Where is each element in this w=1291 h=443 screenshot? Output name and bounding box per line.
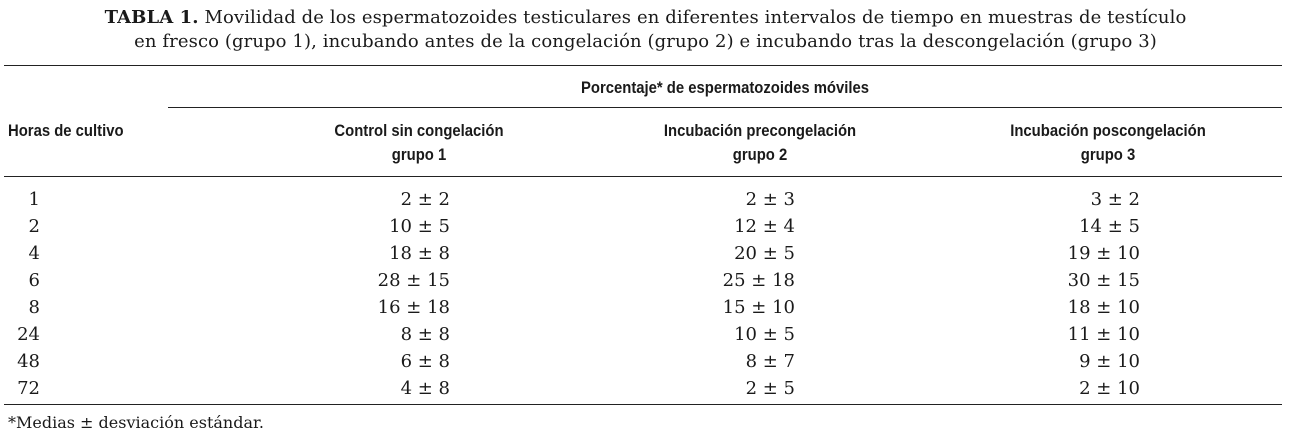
- table-body: [0, 186, 1291, 402]
- cell-hours: 4: [28, 243, 40, 264]
- cell-hours: 2: [28, 216, 40, 237]
- cell-group-2: 8 ± 7: [745, 351, 795, 372]
- cell-group-1: 10 ± 5: [389, 216, 450, 237]
- cell-group-1: 6 ± 8: [400, 351, 450, 372]
- cell-hours: 6: [28, 270, 40, 291]
- header-rule: [4, 176, 1282, 177]
- spanning-header: Porcentaje* de espermatozoides móviles: [580, 79, 870, 97]
- column-header-group-3-title: Incubación poscongelación: [1010, 122, 1206, 140]
- cell-hours: 24: [17, 324, 40, 345]
- cell-group-3: 30 ± 15: [1067, 270, 1140, 291]
- cell-group-1: 2 ± 2: [400, 189, 450, 210]
- table-row: [0, 240, 1291, 267]
- cell-group-3: 11 ± 10: [1067, 324, 1140, 345]
- cell-group-1: 16 ± 18: [377, 297, 450, 318]
- column-header-group-3: [960, 119, 1257, 167]
- table-row: [0, 348, 1291, 375]
- column-header-group-1-subtitle: grupo 1: [391, 146, 447, 164]
- table-row: [0, 213, 1291, 240]
- column-header-group-3-subtitle: grupo 3: [1080, 146, 1136, 164]
- cell-group-2: 20 ± 5: [734, 243, 795, 264]
- table-row: [0, 294, 1291, 321]
- cell-hours: 72: [17, 378, 40, 399]
- table-row: [0, 375, 1291, 402]
- caption-label: TABLA 1.: [104, 7, 199, 28]
- table-row: [0, 186, 1291, 213]
- cell-group-1: 28 ± 15: [377, 270, 450, 291]
- footnote: *Medias ± desviación estándar.: [8, 413, 264, 432]
- top-rule: [4, 65, 1282, 66]
- cell-hours: 8: [28, 297, 40, 318]
- caption-line-2: en fresco (grupo 1), incubando antes de la congelación (grupo 2) e incubando tras la descongelación (grupo 3): [134, 31, 1157, 52]
- caption-line-1: [0, 6, 1291, 30]
- cell-group-2: 2 ± 3: [745, 189, 795, 210]
- cell-hours: 1: [28, 189, 40, 210]
- cell-group-1: 8 ± 8: [400, 324, 450, 345]
- cell-group-2: 2 ± 5: [745, 378, 795, 399]
- cell-group-2: 12 ± 4: [734, 216, 795, 237]
- cell-group-1: 18 ± 8: [389, 243, 450, 264]
- cell-group-3: 9 ± 10: [1079, 351, 1140, 372]
- cell-group-3: 19 ± 10: [1067, 243, 1140, 264]
- cell-group-3: 14 ± 5: [1079, 216, 1140, 237]
- column-header-group-1-title: Control sin congelación: [334, 122, 504, 140]
- table-caption: [0, 6, 1291, 54]
- cell-group-3: 18 ± 10: [1067, 297, 1140, 318]
- table-row: [0, 321, 1291, 348]
- cell-hours: 48: [17, 351, 40, 372]
- column-header-group-2-title: Incubación precongelación: [663, 122, 857, 140]
- cell-group-1: 4 ± 8: [400, 378, 450, 399]
- bottom-rule: [4, 404, 1282, 405]
- cell-group-2: 15 ± 10: [722, 297, 795, 318]
- cell-group-3: 2 ± 10: [1079, 378, 1140, 399]
- spanning-header-rule: [168, 107, 1282, 108]
- cell-group-2: 10 ± 5: [734, 324, 795, 345]
- cell-group-3: 3 ± 2: [1090, 189, 1140, 210]
- column-header-group-2: [612, 119, 909, 167]
- column-header-group-1: [271, 119, 568, 167]
- table-row: [0, 267, 1291, 294]
- row-header-hours: Horas de cultivo: [8, 122, 124, 140]
- cell-group-2: 25 ± 18: [722, 270, 795, 291]
- caption-text-1: Movilidad de los espermatozoides testiculares en diferentes intervalos de tiempo en muestras de testículo: [204, 7, 1187, 28]
- column-header-group-2-subtitle: grupo 2: [732, 146, 788, 164]
